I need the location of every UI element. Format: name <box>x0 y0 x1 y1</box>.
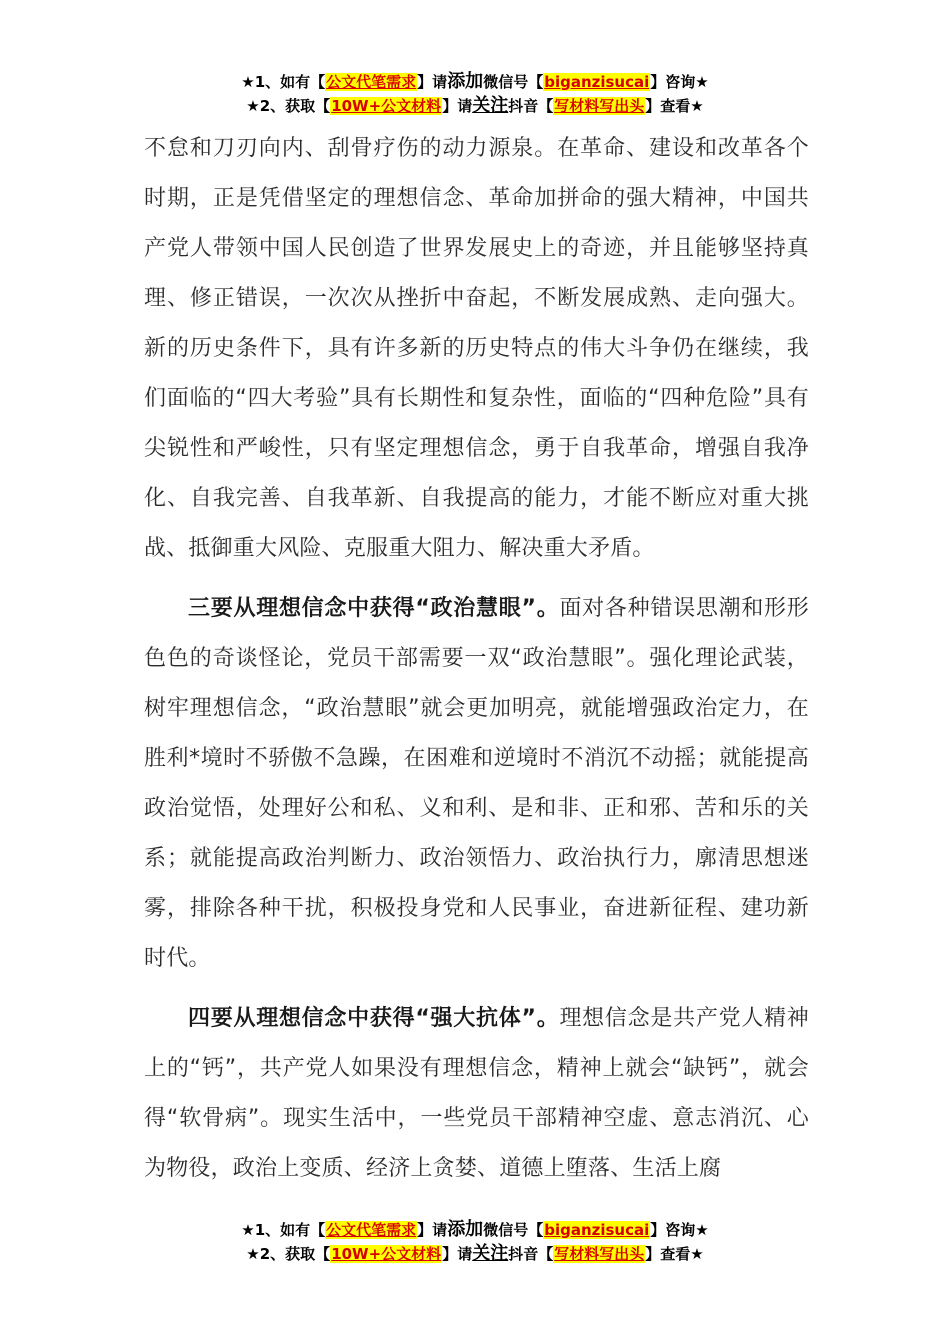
paragraph-political-insight: 三要从理想信念中获得“政治慧眼”。面对各种错误思潮和形形色色的奇谈怪论，党员干部需要一双“政治慧眼”。强化理论武装，树牢理想信念，“政治慧眼”就会更加明亮，就能增强政治定力，在胜利*境时不骄傲不急躁，在困难和逆境时不消沉不动摇；就能提高政治觉悟，处理好公和私、义和利、是和非、正和邪、苦和乐的关系；就能提高政治判断力、政治领悟力、政治执行力，廓清思想迷雾，排除各种干扰，积极投身党和人民事业，奋进新征程、建功新时代。 <box>144 596 809 971</box>
footer-banner <box>0 1218 950 1266</box>
materials-highlight: 10W+公文材料 <box>331 1245 442 1263</box>
service-highlight: 公文代笔需求 <box>326 73 417 91</box>
document-body <box>144 124 809 1194</box>
banner-line-2: ★2、获取【10W+公文材料】请关注抖音【写材料写出头】查看★ <box>246 95 704 116</box>
materials-highlight: 10W+公文材料 <box>331 97 442 115</box>
header-banner <box>0 70 950 118</box>
paragraph-strong-antibody: 四要从理想信念中获得“强大抗体”。理想信念是共产党人精神上的“钙”，共产党人如果没有理想信念，精神上就会“缺钙”，就会得“软骨病”。现实生活中，一些党员干部精神空虚、意志消沉、心为物役，政治上变质、经济上贪婪、道德上堕落、生活上腐 <box>144 1006 809 1181</box>
banner-line-1: ★1、如有【公文代笔需求】请添加微信号【biganzisucai】咨询★ <box>241 71 709 92</box>
douyin-account-highlight: 写材料写出头 <box>554 97 645 115</box>
paragraph-heading: 四要从理想信念中获得“强大抗体”。 <box>188 1006 560 1031</box>
wechat-id-highlight: biganzisucai <box>544 73 650 91</box>
wechat-id-highlight: biganzisucai <box>544 1221 650 1239</box>
banner-line-1: ★1、如有【公文代笔需求】请添加微信号【biganzisucai】咨询★ <box>241 1219 709 1240</box>
douyin-account-highlight: 写材料写出头 <box>554 1245 645 1263</box>
banner-line-2: ★2、获取【10W+公文材料】请关注抖音【写材料写出头】查看★ <box>246 1243 704 1264</box>
paragraph-continuation: 不怠和刀刃向内、刮骨疗伤的动力源泉。在革命、建设和改革各个时期，正是凭借坚定的理想信念、革命加拼命的强大精神，中国共产党人带领中国人民创造了世界发展史上的奇迹，并且能够坚持真理、修正错误，一次次从挫折中奋起，不断发展成熟、走向强大。新的历史条件下，具有许多新的历史特点的伟大斗争仍在继续，我们面临的“四大考验”具有长期性和复杂性，面临的“四种危险”具有尖锐性和严峻性，只有坚定理想信念，勇于自我革命，增强自我净化、自我完善、自我革新、自我提高的能力，才能不断应对重大挑战、抵御重大风险、克服重大阻力、解决重大矛盾。 <box>144 136 809 561</box>
paragraph-heading: 三要从理想信念中获得“政治慧眼”。 <box>188 596 560 621</box>
service-highlight: 公文代笔需求 <box>326 1221 417 1239</box>
